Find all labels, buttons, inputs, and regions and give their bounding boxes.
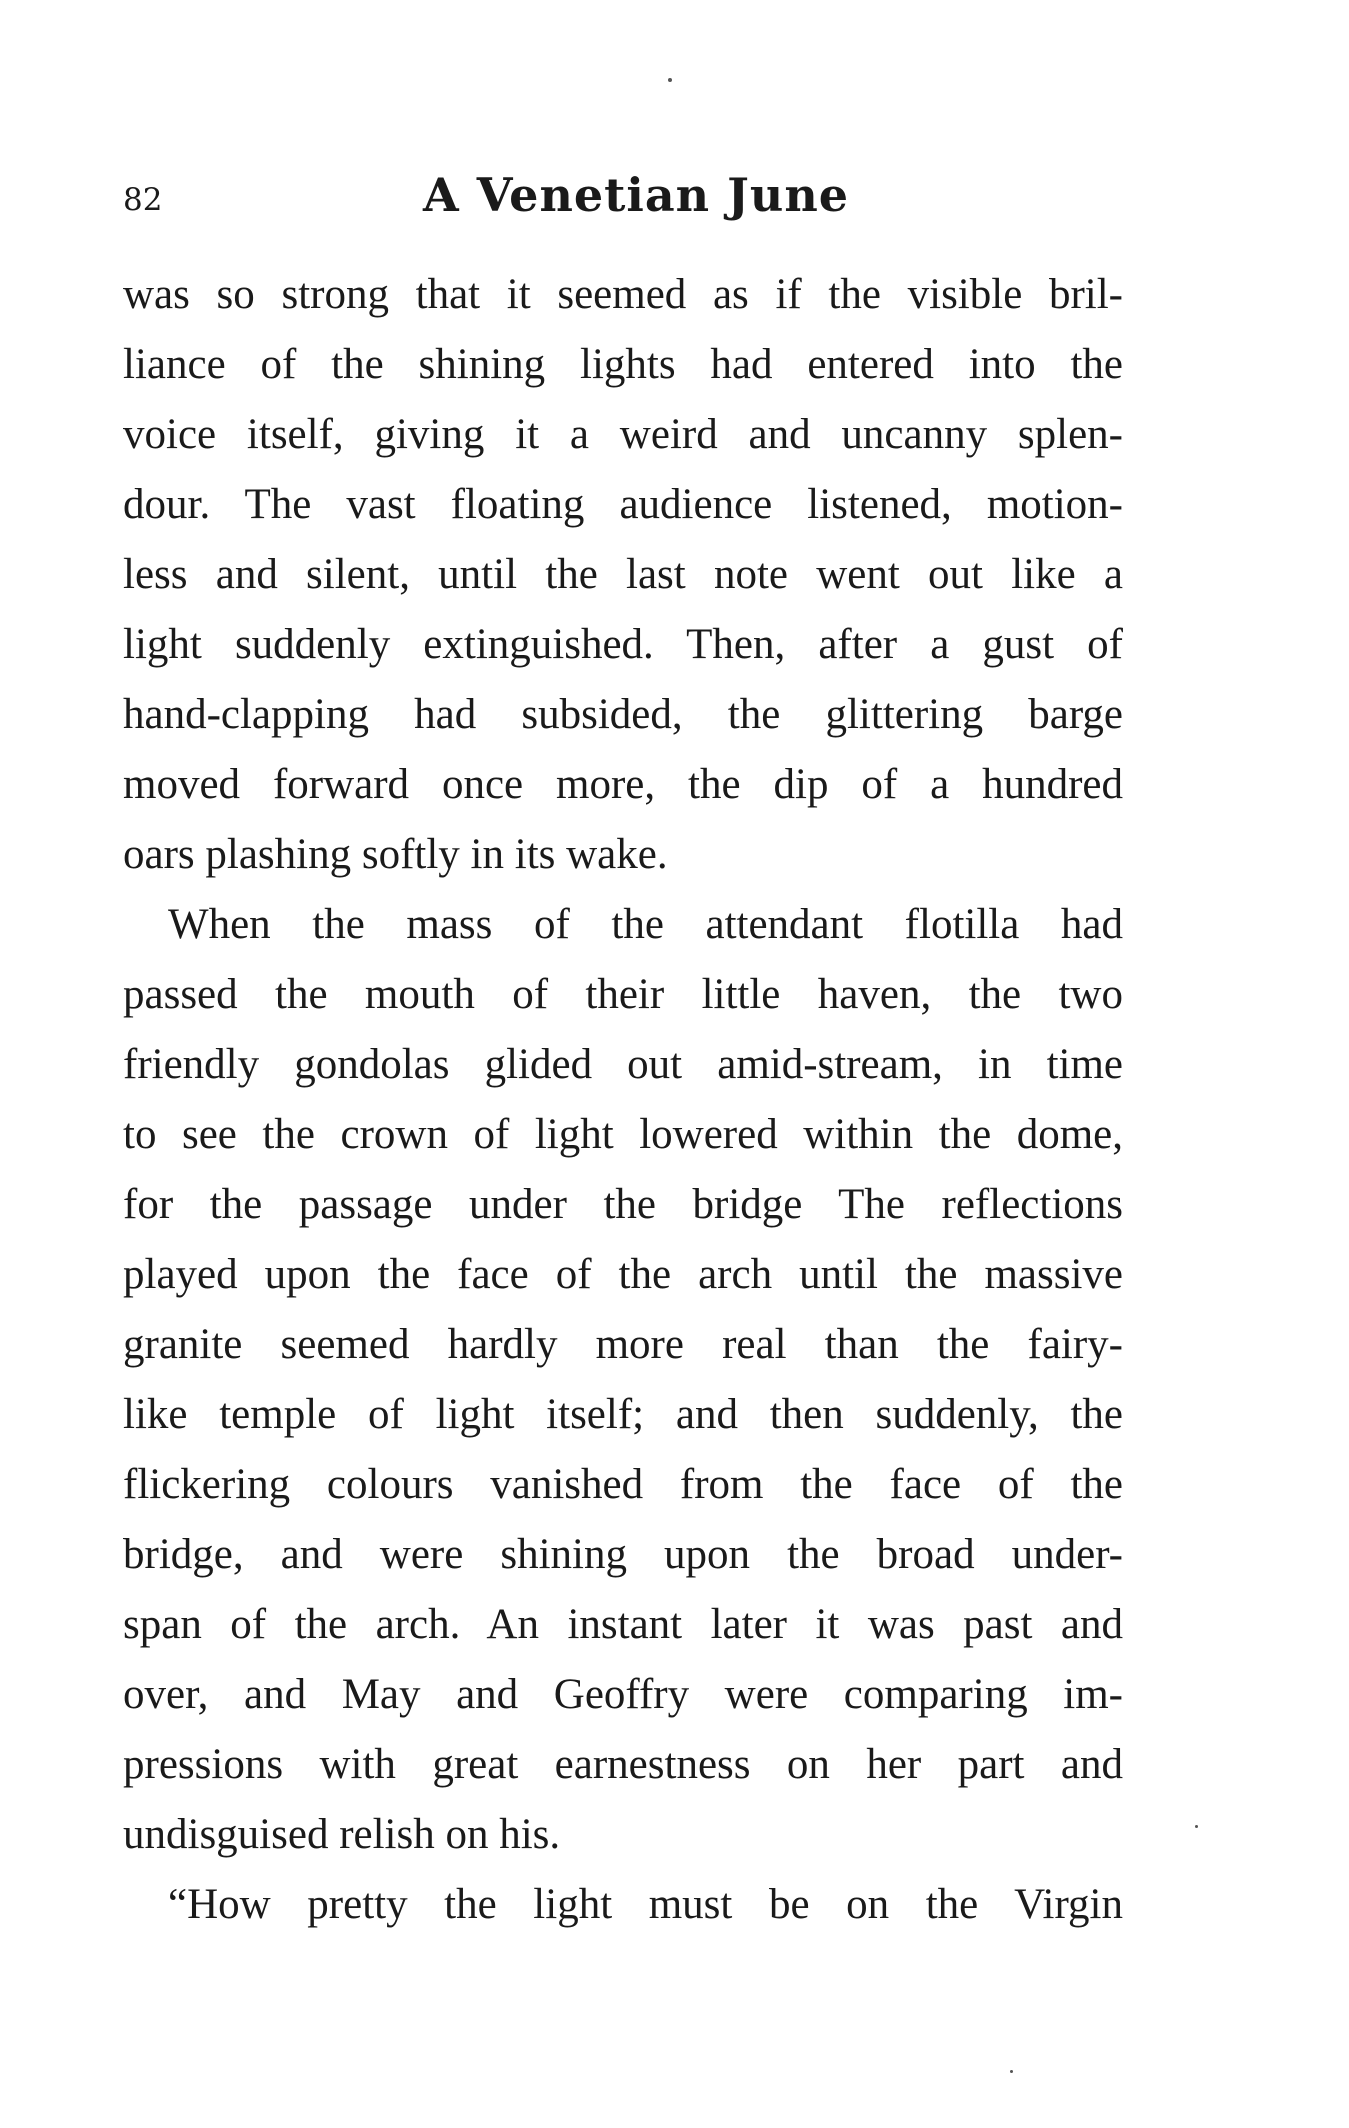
text-line: light suddenly extinguished. Then, after a gust of	[123, 621, 1123, 668]
page-number: 82	[123, 182, 163, 218]
text-line: like temple of light itself; and then suddenly, the	[123, 1391, 1123, 1438]
text-line: granite seemed hardly more real than the fairy-	[123, 1321, 1123, 1368]
body-text	[123, 260, 1123, 1940]
text-line: liance of the shining lights had entered into the	[123, 341, 1123, 388]
text-line: flickering colours vanished from the face of the	[123, 1461, 1123, 1508]
scan-speck	[1010, 2070, 1013, 2073]
text-line: was so strong that it seemed as if the visible bril-	[123, 271, 1123, 318]
text-line: for the passage under the bridge The reflections	[123, 1181, 1123, 1228]
text-line: undisguised relish on his.	[123, 1811, 561, 1858]
text-line: friendly gondolas glided out amid-stream, in time	[123, 1041, 1123, 1088]
text-line: moved forward once more, the dip of a hundred	[123, 761, 1123, 808]
text-line: bridge, and were shining upon the broad under-	[123, 1531, 1123, 1578]
text-line: over, and May and Geoffry were comparing im-	[123, 1671, 1123, 1718]
text-line: span of the arch. An instant later it was past and	[123, 1601, 1123, 1648]
running-title: A Venetian June	[423, 168, 850, 222]
text-line: dour. The vast floating audience listened, motion-	[123, 481, 1123, 528]
scan-speck	[668, 78, 672, 82]
text-line: When the mass of the attendant flotilla had	[168, 901, 1123, 948]
text-line: less and silent, until the last note went out like a	[123, 551, 1123, 598]
text-line: passed the mouth of their little haven, the two	[123, 971, 1123, 1018]
text-line: pressions with great earnestness on her part and	[123, 1741, 1123, 1788]
running-head	[123, 168, 1123, 228]
text-line: oars plashing softly in its wake.	[123, 831, 668, 878]
scan-speck	[1195, 1825, 1198, 1828]
text-line: hand-clapping had subsided, the glittering barge	[123, 691, 1123, 738]
text-line: “How pretty the light must be on the Virgin	[168, 1881, 1123, 1928]
text-line: to see the crown of light lowered within the dome,	[123, 1111, 1123, 1158]
text-line: played upon the face of the arch until the massive	[123, 1251, 1123, 1298]
text-line: voice itself, giving it a weird and uncanny splen-	[123, 411, 1123, 458]
